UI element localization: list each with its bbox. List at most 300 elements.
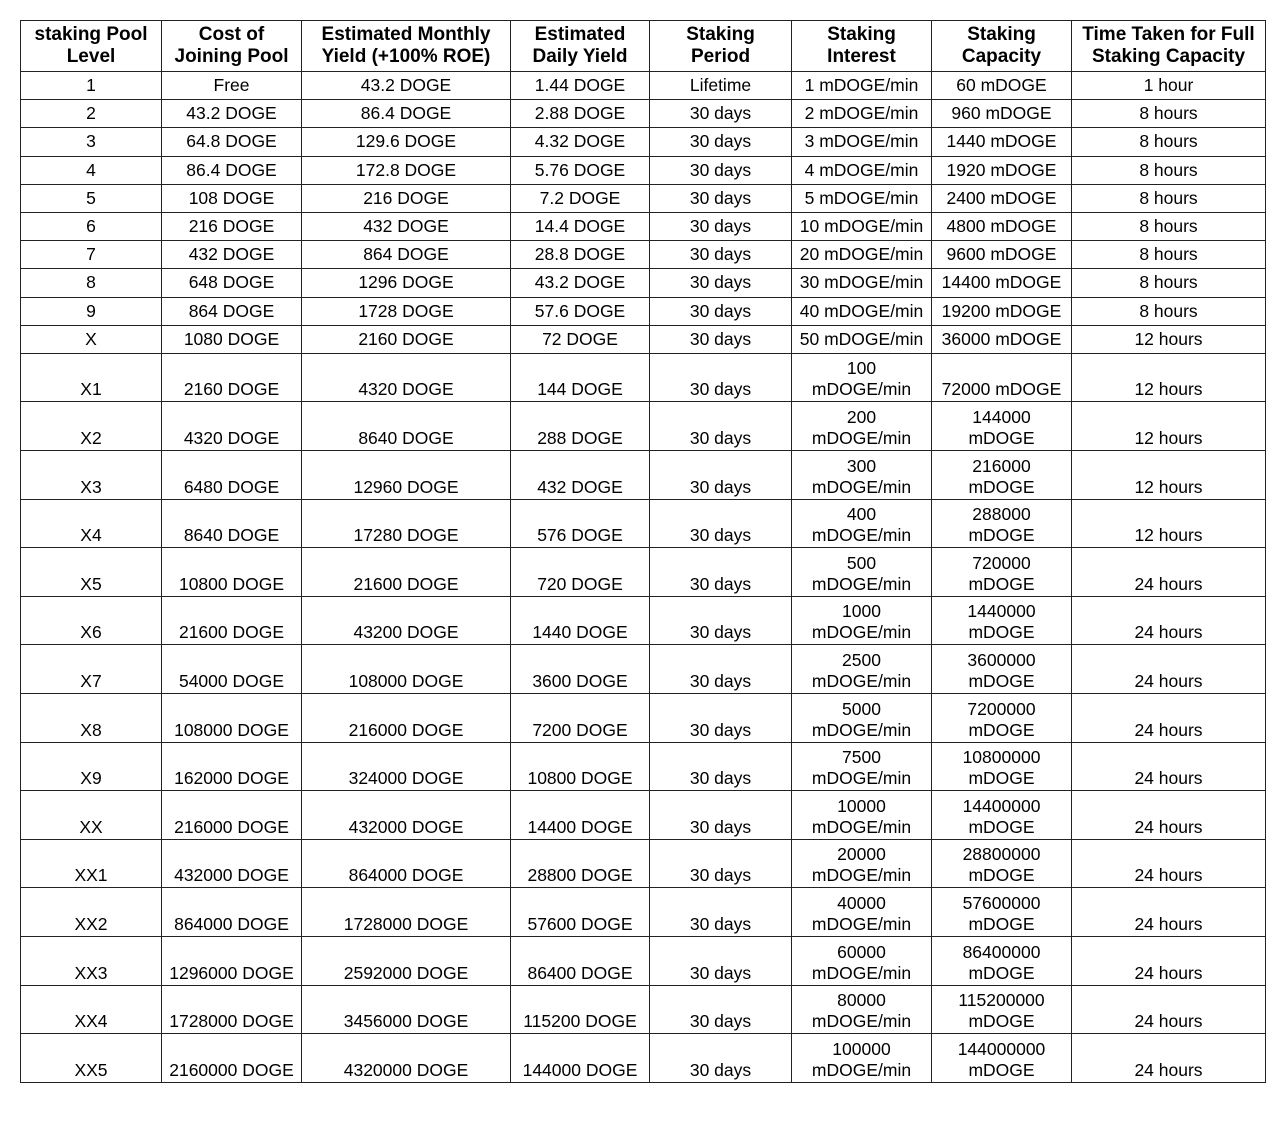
cell-staking-capacity: 60 mDOGE — [932, 72, 1072, 100]
cell-monthly-yield: 43.2 DOGE — [302, 72, 511, 100]
cell-pool-level: X8 — [21, 694, 162, 743]
column-header-line: Staking — [686, 24, 755, 45]
cell-staking-interest — [792, 888, 932, 937]
cell-daily-yield: 7200 DOGE — [511, 694, 650, 743]
cell-line: mDOGE/min — [811, 1011, 912, 1032]
table-row — [21, 645, 1266, 694]
cell-monthly-yield: 2160 DOGE — [302, 325, 511, 353]
cell-time-to-full-capacity: 12 hours — [1072, 451, 1266, 500]
column-header-time-to-full-capacity — [1072, 21, 1266, 72]
table-row — [21, 297, 1266, 325]
cell-staking-capacity — [932, 694, 1072, 743]
cell-pool-level: XX2 — [21, 888, 162, 937]
cell-staking-capacity: 960 mDOGE — [932, 100, 1072, 128]
cell-daily-yield: 432 DOGE — [511, 451, 650, 500]
cell-monthly-yield: 432000 DOGE — [302, 791, 511, 840]
column-header-line: Yield (+100% ROE) — [321, 46, 491, 67]
cell-time-to-full-capacity: 24 hours — [1072, 548, 1266, 597]
cell-daily-yield: 144000 DOGE — [511, 1034, 650, 1083]
cell-staking-capacity — [932, 937, 1072, 986]
cell-staking-period: 30 days — [650, 184, 792, 212]
cell-staking-capacity: 72000 mDOGE — [932, 353, 1072, 402]
cell-monthly-yield: 21600 DOGE — [302, 548, 511, 597]
column-header-staking-capacity — [932, 21, 1072, 72]
cell-staking-period: 30 days — [650, 839, 792, 888]
cell-daily-yield: 86400 DOGE — [511, 937, 650, 986]
cell-daily-yield: 28.8 DOGE — [511, 241, 650, 269]
table-row — [21, 128, 1266, 156]
cell-staking-period: 30 days — [650, 791, 792, 840]
cell-line: 720000 — [972, 552, 1031, 573]
cell-staking-interest — [792, 839, 932, 888]
cell-line: 288000 — [972, 504, 1031, 525]
cell-time-to-full-capacity: 8 hours — [1072, 241, 1266, 269]
cell-staking-interest: 5 mDOGE/min — [792, 184, 932, 212]
cell-staking-interest: 10 mDOGE/min — [792, 212, 932, 240]
cell-daily-yield: 10800 DOGE — [511, 742, 650, 791]
cell-monthly-yield: 43200 DOGE — [302, 596, 511, 645]
column-header-line: Joining Pool — [174, 46, 289, 67]
table-row — [21, 269, 1266, 297]
cell-time-to-full-capacity: 24 hours — [1072, 839, 1266, 888]
cell-line: mDOGE — [968, 525, 1035, 546]
cell-staking-capacity — [932, 839, 1072, 888]
cell-joining-cost: 43.2 DOGE — [162, 100, 302, 128]
cell-line: mDOGE — [968, 1059, 1035, 1080]
cell-joining-cost: 108 DOGE — [162, 184, 302, 212]
cell-monthly-yield: 2592000 DOGE — [302, 937, 511, 986]
cell-staking-interest: 40 mDOGE/min — [792, 297, 932, 325]
cell-pool-level: X7 — [21, 645, 162, 694]
cell-monthly-yield: 3456000 DOGE — [302, 985, 511, 1034]
column-header-line: Time Taken for Full — [1082, 24, 1255, 45]
cell-pool-level: XX5 — [21, 1034, 162, 1083]
cell-line: mDOGE/min — [811, 671, 912, 692]
cell-daily-yield: 72 DOGE — [511, 325, 650, 353]
table-row — [21, 72, 1266, 100]
cell-daily-yield: 28800 DOGE — [511, 839, 650, 888]
cell-pool-level: 6 — [21, 212, 162, 240]
cell-daily-yield: 115200 DOGE — [511, 985, 650, 1034]
cell-daily-yield: 43.2 DOGE — [511, 269, 650, 297]
column-header-line: Capacity — [961, 46, 1042, 67]
cell-pool-level: 7 — [21, 241, 162, 269]
table-row — [21, 353, 1266, 402]
cell-daily-yield: 57600 DOGE — [511, 888, 650, 937]
column-header-line: Staking — [967, 24, 1036, 45]
column-header-line: staking Pool — [34, 24, 148, 45]
header-row — [21, 21, 1266, 72]
cell-line: mDOGE — [968, 476, 1035, 497]
cell-pool-level: X3 — [21, 451, 162, 500]
cell-daily-yield: 144 DOGE — [511, 353, 650, 402]
cell-staking-period: 30 days — [650, 548, 792, 597]
cell-daily-yield: 1.44 DOGE — [511, 72, 650, 100]
cell-staking-period: 30 days — [650, 451, 792, 500]
cell-line: mDOGE/min — [811, 816, 912, 837]
table-row — [21, 1034, 1266, 1083]
cell-joining-cost: 54000 DOGE — [162, 645, 302, 694]
cell-joining-cost: 2160 DOGE — [162, 353, 302, 402]
cell-pool-level: 2 — [21, 100, 162, 128]
cell-staking-period: 30 days — [650, 742, 792, 791]
cell-staking-capacity — [932, 451, 1072, 500]
cell-monthly-yield: 324000 DOGE — [302, 742, 511, 791]
cell-staking-interest — [792, 937, 932, 986]
cell-staking-interest: 4 mDOGE/min — [792, 156, 932, 184]
cell-monthly-yield: 1296 DOGE — [302, 269, 511, 297]
table-row — [21, 791, 1266, 840]
table-row — [21, 888, 1266, 937]
column-header-monthly-yield — [302, 21, 511, 72]
cell-daily-yield: 14400 DOGE — [511, 791, 650, 840]
cell-staking-capacity: 14400 mDOGE — [932, 269, 1072, 297]
cell-joining-cost: 216000 DOGE — [162, 791, 302, 840]
column-header-line: Level — [66, 46, 116, 67]
cell-line: 1000 — [842, 601, 881, 622]
cell-monthly-yield: 432 DOGE — [302, 212, 511, 240]
cell-monthly-yield: 129.6 DOGE — [302, 128, 511, 156]
cell-line: 57600000 — [962, 893, 1041, 913]
cell-staking-capacity — [932, 742, 1072, 791]
cell-joining-cost: Free — [162, 72, 302, 100]
cell-time-to-full-capacity: 8 hours — [1072, 184, 1266, 212]
table-row — [21, 742, 1266, 791]
column-header-line: Staking Capacity — [1091, 46, 1246, 67]
cell-staking-interest: 3 mDOGE/min — [792, 128, 932, 156]
column-header-line: Interest — [827, 46, 896, 67]
table-row — [21, 839, 1266, 888]
cell-staking-period: 30 days — [650, 156, 792, 184]
cell-line: mDOGE/min — [811, 379, 912, 400]
table-row — [21, 499, 1266, 548]
cell-staking-capacity — [932, 499, 1072, 548]
cell-line: mDOGE/min — [811, 573, 912, 594]
column-header-line: Cost of — [198, 24, 265, 45]
cell-time-to-full-capacity: 24 hours — [1072, 742, 1266, 791]
cell-line: 10000 — [837, 795, 886, 816]
cell-staking-period: 30 days — [650, 1034, 792, 1083]
cell-staking-capacity: 19200 mDOGE — [932, 297, 1072, 325]
cell-staking-interest — [792, 694, 932, 743]
cell-line: mDOGE/min — [811, 1059, 912, 1080]
cell-pool-level: X5 — [21, 548, 162, 597]
cell-staking-interest — [792, 1034, 932, 1083]
table-row — [21, 325, 1266, 353]
cell-pool-level: XX3 — [21, 937, 162, 986]
cell-line: mDOGE/min — [811, 622, 912, 643]
cell-line: mDOGE/min — [811, 768, 912, 789]
cell-daily-yield: 4.32 DOGE — [511, 128, 650, 156]
cell-staking-capacity: 2400 mDOGE — [932, 184, 1072, 212]
table-body — [21, 72, 1266, 1083]
cell-pool-level: 8 — [21, 269, 162, 297]
cell-time-to-full-capacity: 8 hours — [1072, 212, 1266, 240]
cell-staking-interest — [792, 548, 932, 597]
table-row — [21, 451, 1266, 500]
cell-joining-cost: 21600 DOGE — [162, 596, 302, 645]
cell-joining-cost: 648 DOGE — [162, 269, 302, 297]
cell-staking-period: 30 days — [650, 694, 792, 743]
cell-monthly-yield: 108000 DOGE — [302, 645, 511, 694]
cell-pool-level: 4 — [21, 156, 162, 184]
column-header-daily-yield — [511, 21, 650, 72]
cell-pool-level: X9 — [21, 742, 162, 791]
cell-line: mDOGE/min — [811, 525, 912, 546]
cell-monthly-yield: 1728000 DOGE — [302, 888, 511, 937]
cell-joining-cost: 86.4 DOGE — [162, 156, 302, 184]
cell-monthly-yield: 172.8 DOGE — [302, 156, 511, 184]
cell-staking-period: Lifetime — [650, 72, 792, 100]
cell-line: 10800000 — [962, 747, 1041, 768]
cell-joining-cost: 6480 DOGE — [162, 451, 302, 500]
column-header-pool-level — [21, 21, 162, 72]
cell-line: 300 — [846, 455, 877, 476]
table-row — [21, 548, 1266, 597]
cell-staking-capacity — [932, 791, 1072, 840]
cell-staking-interest — [792, 791, 932, 840]
table-row — [21, 694, 1266, 743]
cell-staking-capacity: 36000 mDOGE — [932, 325, 1072, 353]
cell-staking-period: 30 days — [650, 212, 792, 240]
cell-staking-interest: 20 mDOGE/min — [792, 241, 932, 269]
column-header-staking-interest — [792, 21, 932, 72]
cell-pool-level: XX4 — [21, 985, 162, 1034]
cell-monthly-yield: 216000 DOGE — [302, 694, 511, 743]
cell-staking-interest — [792, 353, 932, 402]
cell-staking-period: 30 days — [650, 325, 792, 353]
cell-line: 100 — [846, 358, 877, 379]
cell-joining-cost: 864000 DOGE — [162, 888, 302, 937]
cell-pool-level: XX — [21, 791, 162, 840]
cell-line: mDOGE/min — [811, 719, 912, 740]
cell-line: 144000 — [972, 407, 1031, 428]
cell-staking-period: 30 days — [650, 937, 792, 986]
cell-monthly-yield: 216 DOGE — [302, 184, 511, 212]
staking-pool-table — [20, 20, 1266, 1083]
cell-pool-level: 5 — [21, 184, 162, 212]
cell-line: mDOGE/min — [811, 428, 912, 449]
cell-staking-capacity — [932, 645, 1072, 694]
cell-staking-interest: 30 mDOGE/min — [792, 269, 932, 297]
cell-pool-level: 1 — [21, 72, 162, 100]
cell-staking-period: 30 days — [650, 297, 792, 325]
cell-staking-period: 30 days — [650, 499, 792, 548]
cell-joining-cost: 4320 DOGE — [162, 402, 302, 451]
cell-staking-capacity — [932, 1034, 1072, 1083]
cell-staking-period: 30 days — [650, 353, 792, 402]
table-row — [21, 212, 1266, 240]
table-row — [21, 596, 1266, 645]
cell-line: mDOGE — [968, 914, 1035, 934]
cell-pool-level: 3 — [21, 128, 162, 156]
cell-line: 80000 — [837, 990, 886, 1011]
cell-staking-interest — [792, 499, 932, 548]
cell-line: mDOGE — [968, 768, 1035, 789]
cell-staking-capacity — [932, 548, 1072, 597]
cell-joining-cost: 1728000 DOGE — [162, 985, 302, 1034]
column-header-line: Estimated — [534, 24, 626, 45]
cell-staking-period: 30 days — [650, 985, 792, 1034]
table-row — [21, 985, 1266, 1034]
cell-joining-cost: 162000 DOGE — [162, 742, 302, 791]
cell-time-to-full-capacity: 24 hours — [1072, 791, 1266, 840]
cell-line: mDOGE — [968, 962, 1035, 983]
cell-staking-period: 30 days — [650, 241, 792, 269]
cell-pool-level: X2 — [21, 402, 162, 451]
cell-joining-cost: 1080 DOGE — [162, 325, 302, 353]
cell-staking-interest — [792, 985, 932, 1034]
cell-pool-level: 9 — [21, 297, 162, 325]
column-header-line: Staking — [827, 24, 896, 45]
cell-joining-cost: 1296000 DOGE — [162, 937, 302, 986]
cell-line: mDOGE — [968, 1011, 1035, 1032]
cell-time-to-full-capacity: 8 hours — [1072, 128, 1266, 156]
cell-monthly-yield: 864 DOGE — [302, 241, 511, 269]
cell-staking-capacity — [932, 596, 1072, 645]
cell-staking-interest — [792, 451, 932, 500]
cell-line: mDOGE/min — [811, 865, 912, 886]
cell-staking-capacity: 1440 mDOGE — [932, 128, 1072, 156]
cell-staking-interest: 2 mDOGE/min — [792, 100, 932, 128]
cell-staking-period: 30 days — [650, 645, 792, 694]
cell-monthly-yield: 864000 DOGE — [302, 839, 511, 888]
cell-daily-yield: 5.76 DOGE — [511, 156, 650, 184]
cell-joining-cost: 8640 DOGE — [162, 499, 302, 548]
cell-time-to-full-capacity: 24 hours — [1072, 937, 1266, 986]
cell-time-to-full-capacity: 8 hours — [1072, 156, 1266, 184]
table-row — [21, 184, 1266, 212]
cell-line: 400 — [846, 504, 877, 525]
cell-time-to-full-capacity: 8 hours — [1072, 269, 1266, 297]
cell-time-to-full-capacity: 24 hours — [1072, 1034, 1266, 1083]
cell-monthly-yield: 17280 DOGE — [302, 499, 511, 548]
column-header-line: Daily Yield — [532, 46, 628, 67]
cell-time-to-full-capacity: 24 hours — [1072, 985, 1266, 1034]
cell-pool-level: XX1 — [21, 839, 162, 888]
cell-daily-yield: 57.6 DOGE — [511, 297, 650, 325]
cell-staking-capacity: 4800 mDOGE — [932, 212, 1072, 240]
cell-staking-interest: 50 mDOGE/min — [792, 325, 932, 353]
cell-line: 3600000 — [967, 650, 1036, 671]
cell-line: 500 — [846, 552, 877, 573]
cell-monthly-yield: 86.4 DOGE — [302, 100, 511, 128]
cell-line: 144000000 — [957, 1038, 1046, 1059]
cell-staking-interest — [792, 645, 932, 694]
cell-line: 2500 — [842, 650, 881, 671]
cell-staking-capacity: 1920 mDOGE — [932, 156, 1072, 184]
cell-joining-cost: 216 DOGE — [162, 212, 302, 240]
cell-joining-cost: 432000 DOGE — [162, 839, 302, 888]
cell-staking-period: 30 days — [650, 269, 792, 297]
cell-time-to-full-capacity: 24 hours — [1072, 694, 1266, 743]
cell-staking-period: 30 days — [650, 596, 792, 645]
cell-staking-period: 30 days — [650, 100, 792, 128]
cell-staking-interest: 1 mDOGE/min — [792, 72, 932, 100]
cell-line: 14400000 — [962, 795, 1041, 816]
cell-staking-capacity — [932, 985, 1072, 1034]
column-header-line: Estimated Monthly — [321, 24, 491, 45]
cell-joining-cost: 10800 DOGE — [162, 548, 302, 597]
cell-line: 5000 — [842, 698, 881, 719]
cell-monthly-yield: 4320000 DOGE — [302, 1034, 511, 1083]
cell-joining-cost: 64.8 DOGE — [162, 128, 302, 156]
cell-staking-period: 30 days — [650, 888, 792, 937]
cell-staking-capacity — [932, 402, 1072, 451]
table-row — [21, 156, 1266, 184]
cell-monthly-yield: 8640 DOGE — [302, 402, 511, 451]
column-header-joining-cost — [162, 21, 302, 72]
cell-line: mDOGE — [968, 671, 1035, 692]
cell-staking-interest — [792, 742, 932, 791]
cell-daily-yield: 288 DOGE — [511, 402, 650, 451]
cell-staking-interest — [792, 402, 932, 451]
cell-pool-level: X1 — [21, 353, 162, 402]
cell-staking-period: 30 days — [650, 402, 792, 451]
cell-staking-interest — [792, 596, 932, 645]
cell-line: 7500 — [842, 747, 881, 768]
cell-time-to-full-capacity: 12 hours — [1072, 499, 1266, 548]
cell-line: mDOGE — [968, 573, 1035, 594]
cell-line: mDOGE — [968, 719, 1035, 740]
cell-line: mDOGE/min — [811, 476, 912, 497]
cell-monthly-yield: 1728 DOGE — [302, 297, 511, 325]
cell-line: 115200000 — [958, 990, 1045, 1011]
cell-line: 40000 — [837, 893, 886, 913]
cell-time-to-full-capacity: 12 hours — [1072, 325, 1266, 353]
cell-line: 216000 — [972, 455, 1031, 476]
cell-line: 200 — [846, 407, 877, 428]
cell-daily-yield: 3600 DOGE — [511, 645, 650, 694]
cell-time-to-full-capacity: 8 hours — [1072, 100, 1266, 128]
cell-line: 60000 — [837, 941, 886, 962]
cell-staking-capacity — [932, 888, 1072, 937]
cell-daily-yield: 1440 DOGE — [511, 596, 650, 645]
cell-pool-level: X6 — [21, 596, 162, 645]
table-header — [21, 21, 1266, 72]
cell-line: 1440000 — [967, 601, 1036, 622]
cell-line: 20000 — [837, 844, 886, 865]
cell-joining-cost: 432 DOGE — [162, 241, 302, 269]
table-row — [21, 241, 1266, 269]
cell-line: mDOGE — [968, 816, 1035, 837]
cell-time-to-full-capacity: 12 hours — [1072, 402, 1266, 451]
cell-monthly-yield: 12960 DOGE — [302, 451, 511, 500]
cell-line: 7200000 — [967, 698, 1036, 719]
cell-joining-cost: 108000 DOGE — [162, 694, 302, 743]
table-row — [21, 402, 1266, 451]
cell-line: mDOGE — [968, 428, 1035, 449]
cell-daily-yield: 14.4 DOGE — [511, 212, 650, 240]
cell-daily-yield: 7.2 DOGE — [511, 184, 650, 212]
cell-line: mDOGE/min — [811, 914, 912, 934]
table-row — [21, 100, 1266, 128]
cell-time-to-full-capacity: 24 hours — [1072, 596, 1266, 645]
cell-monthly-yield: 4320 DOGE — [302, 353, 511, 402]
cell-pool-level: X — [21, 325, 162, 353]
column-header-line: Period — [690, 46, 751, 67]
cell-time-to-full-capacity: 1 hour — [1072, 72, 1266, 100]
cell-line: 28800000 — [962, 844, 1041, 865]
cell-line: 86400000 — [962, 941, 1041, 962]
cell-line: 100000 — [832, 1038, 891, 1059]
cell-line: mDOGE — [968, 622, 1035, 643]
cell-staking-capacity: 9600 mDOGE — [932, 241, 1072, 269]
cell-joining-cost: 2160000 DOGE — [162, 1034, 302, 1083]
cell-line: mDOGE/min — [811, 962, 912, 983]
cell-time-to-full-capacity: 24 hours — [1072, 645, 1266, 694]
cell-daily-yield: 576 DOGE — [511, 499, 650, 548]
